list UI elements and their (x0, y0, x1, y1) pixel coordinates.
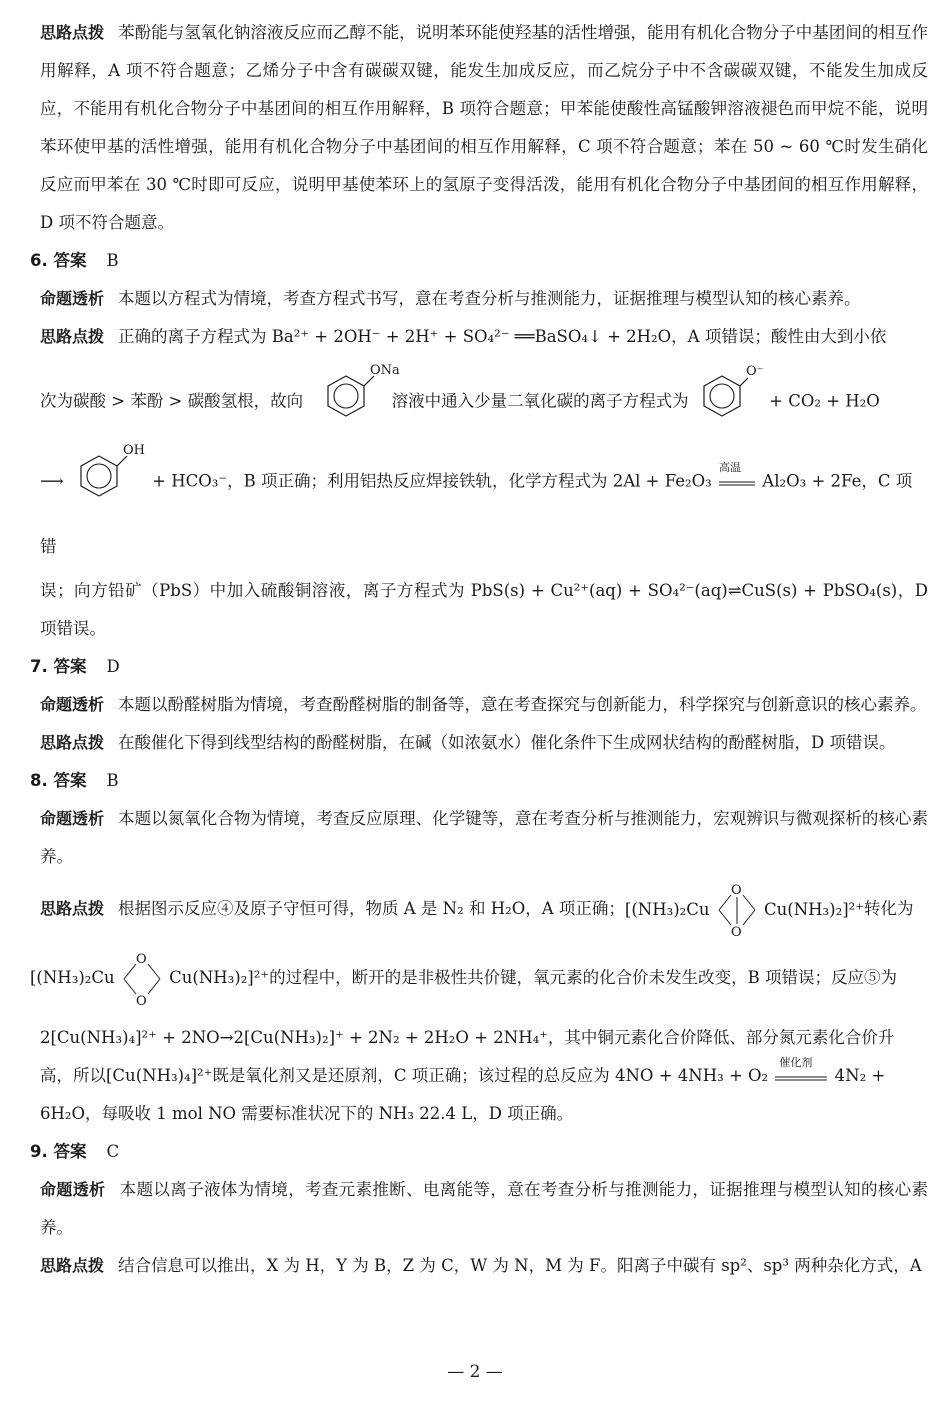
complex2-left: [(NH₃)₂Cu (30, 968, 115, 987)
phenol-structure (69, 442, 147, 522)
q8-intent-text: 本题以氮氧化合物为情境，考查反应原理、化学键等，意在考查分析与推测能力，宏观辨识与微观探析的核心素养。 (40, 809, 928, 866)
q8-analysis-line3 (30, 1019, 928, 1057)
bridge2-o-bottom: O (135, 993, 147, 1009)
q7-answer-line (30, 648, 928, 686)
bridge2-o-top: O (135, 951, 147, 967)
q6-analysis-line2 (30, 362, 928, 442)
mol1-label: ONa (370, 363, 401, 378)
condition-arrow-catalyst (773, 1055, 829, 1089)
bridge-o-top: O (730, 883, 742, 898)
q6-intent-text: 本题以方程式为情境，考查方程式书写，意在考查分析与推测能力，证据推理与模型认知的核心素养。 (118, 289, 861, 308)
q8-analysis-line1 (30, 876, 928, 943)
phenoxide-ion-structure (694, 362, 764, 442)
q6-analysis-line1 (30, 318, 928, 356)
q8-number: 8. 答案 (30, 771, 87, 790)
complex1-right: Cu(NH₃)₂]²⁺ (764, 899, 864, 919)
sodium-phenoxide-structure (308, 362, 401, 442)
complex2-right: Cu(NH₃)₂]²⁺ (169, 968, 270, 987)
q9-number: 9. 答案 (30, 1142, 87, 1161)
equals-arrow-icon (717, 470, 757, 494)
q5-analysis-text: 苯酚能与氢氧化钠溶液反应而乙醇不能，说明苯环能使羟基的活性增强，能用有机化合物分子中基团间的相互作用解释，A 项不符合题意；乙烯分子中含有碳碳双键，能发生加成反应，而乙烷分子中不含碳碳双键，不能发生加成反应，不能用有机化合物分子中基团间的相互作用解释，B 项符合题意；甲苯能使酸性高锰酸钾溶液褪色而甲烷不能，说明苯环使甲基的活性增强，能用有机化合物分子中基团间的相互作用解释，C 项不符合题意；苯在 50 ~ 60 ℃时发生硝化反应而甲苯在 30 ℃时即可反应，说明甲基使苯环上的氢原子变得活泼，能用有机化合物分子中基团间的相互作用解释，D 项不符合题意。 (40, 23, 928, 232)
q8-analysis-t3: 2[Cu(NH₃)₄]²⁺ + 2NO→2[Cu(NH₃)₂]⁺ + 2N₂ + 2H₂O + 2NH₄⁺，其中铜元素化合价降低、部分氮元素化合价升 (40, 1028, 895, 1047)
q9-intent (30, 1171, 928, 1247)
q7-analysis-text: 在酸催化下得到线型结构的酚醛树脂，在碱（如浓氨水）催化条件下生成网状结构的酚醛树脂，D 项错误。 (118, 733, 896, 752)
q6-analysis-line3 (30, 442, 928, 572)
q7-analysis (30, 724, 928, 762)
q8-analysis-line4 (30, 1057, 928, 1095)
q6-intent-label: 命题透析 (40, 289, 105, 308)
q6-answer-line (30, 242, 928, 280)
q7-number: 7. 答案 (30, 657, 87, 676)
q6-intent (30, 280, 928, 318)
q8-answer-line (30, 762, 928, 800)
q6-answer: B (106, 251, 119, 270)
q6-analysis-t3a: + HCO₃⁻，B 项正确；利用铝热反应焊接铁轨，化学方程式为 2Al + Fe₂O₃ (152, 471, 712, 491)
q9-analysis (30, 1247, 928, 1285)
q7-analysis-label: 思路点拨 (40, 733, 105, 752)
q8-analysis-line2 (30, 943, 928, 1014)
q8-analysis-label: 思路点拨 (40, 899, 105, 918)
q9-intent-label: 命题透析 (40, 1180, 106, 1199)
q6-analysis-t2a: 次为碳酸 > 苯酚 > 碳酸氢根，故向 (40, 391, 304, 411)
page-number: — 2 — (447, 1362, 503, 1382)
q9-answer: C (106, 1142, 120, 1161)
q9-answer-line (30, 1133, 928, 1171)
q5-analysis-label: 思路点拨 (40, 23, 105, 42)
complex1-left: [(NH₃)₂Cu (624, 899, 710, 919)
q6-analysis-label: 思路点拨 (40, 327, 105, 346)
q8-analysis-t2: 的过程中，断开的是非极性共价键，氧元素的化合价未发生改变，B 项错误；反应⑤为 (269, 967, 897, 987)
q8-intent-label: 命题透析 (40, 809, 105, 828)
bis-oxo-copper-complex (30, 943, 269, 1013)
q7-intent-label: 命题透析 (40, 695, 105, 714)
q8-analysis-line5 (30, 1095, 928, 1133)
q6-analysis-t2b: 溶液中通入少量二氧化碳的离子方程式为 (391, 391, 689, 411)
q8-analysis-t1a: 根据图示反应④及原子守恒可得，物质 A 是 N₂ 和 H₂O，A 项正确； (118, 899, 625, 918)
peroxo-bridge-icon (715, 881, 759, 939)
q8-analysis-t4a: 高，所以[Cu(NH₃)₄]²⁺既是氧化剂又是还原剂，C 项正确；该过程的总反应为 4NO + 4NH₃ + O₂ (40, 1066, 769, 1085)
q6-analysis-line4 (30, 572, 928, 648)
equals-arrow-icon (773, 1065, 829, 1089)
q6-analysis-t4: 误；向方铅矿（PbS）中加入硫酸铜溶液，离子方程式为 PbS(s) + Cu²⁺(aq) + SO₄²⁻(aq)⇌CuS(s) + PbSO₄(s)，D 项错误。 (40, 581, 928, 638)
q8-analysis-t5: 6H₂O，每吸收 1 mol NO 需要标准状况下的 NH₃ 22.4 L，D 项正确。 (40, 1104, 574, 1123)
q9-analysis-label: 思路点拨 (40, 1256, 105, 1275)
mol3-label: OH (122, 443, 145, 458)
mol2-label: O⁻ (745, 364, 764, 379)
bridge-o-bottom: O (730, 925, 742, 940)
benzene-ring-icon (69, 442, 147, 502)
reaction-arrow: ⟶ (40, 471, 64, 491)
oxo-bridge-icon (120, 950, 164, 1008)
q6-number: 6. 答案 (30, 251, 87, 270)
condition-high-temp: 高温 (719, 461, 742, 474)
q8-analysis-t4b: 4N₂ + (834, 1066, 886, 1085)
q7-intent (30, 686, 928, 724)
q9-analysis-text: 结合信息可以推出，X 为 H，Y 为 B，Z 为 C，W 为 N，M 为 F。阳离子中碳有 sp²、sp³ 两种杂化方式，A (118, 1256, 922, 1275)
condition-catalyst: 催化剂 (779, 1055, 813, 1069)
benzene-ring-icon (694, 362, 764, 422)
benzene-ring-icon (308, 362, 401, 422)
q8-intent (30, 800, 928, 876)
peroxo-copper-complex (625, 877, 864, 943)
q6-analysis-t3b: Al₂O₃ + 2Fe，C 项错 (40, 471, 913, 556)
condition-arrow-high-temp (717, 461, 757, 494)
q6-analysis-t1: 正确的离子方程式为 Ba²⁺ + 2OH⁻ + 2H⁺ + SO₄²⁻ ══BaSO₄↓ + 2H₂O，A 项错误；酸性由大到小依 (118, 327, 887, 346)
q8-answer: B (106, 771, 119, 790)
q7-answer: D (106, 657, 120, 676)
q8-analysis-t1b: 转化为 (863, 899, 914, 918)
q7-intent-text: 本题以酚醛树脂为情境，考查酚醛树脂的制备等，意在考查探究与创新能力，科学探究与创新意识的核心素养。 (118, 695, 927, 714)
q5-analysis (30, 14, 928, 242)
q6-analysis-t2c: + CO₂ + H₂O (769, 391, 880, 411)
q9-intent-text: 本题以离子液体为情境，考查元素推断、电离能等，意在考查分析与推测能力，证据推理与模型认知的核心素养。 (40, 1180, 928, 1237)
